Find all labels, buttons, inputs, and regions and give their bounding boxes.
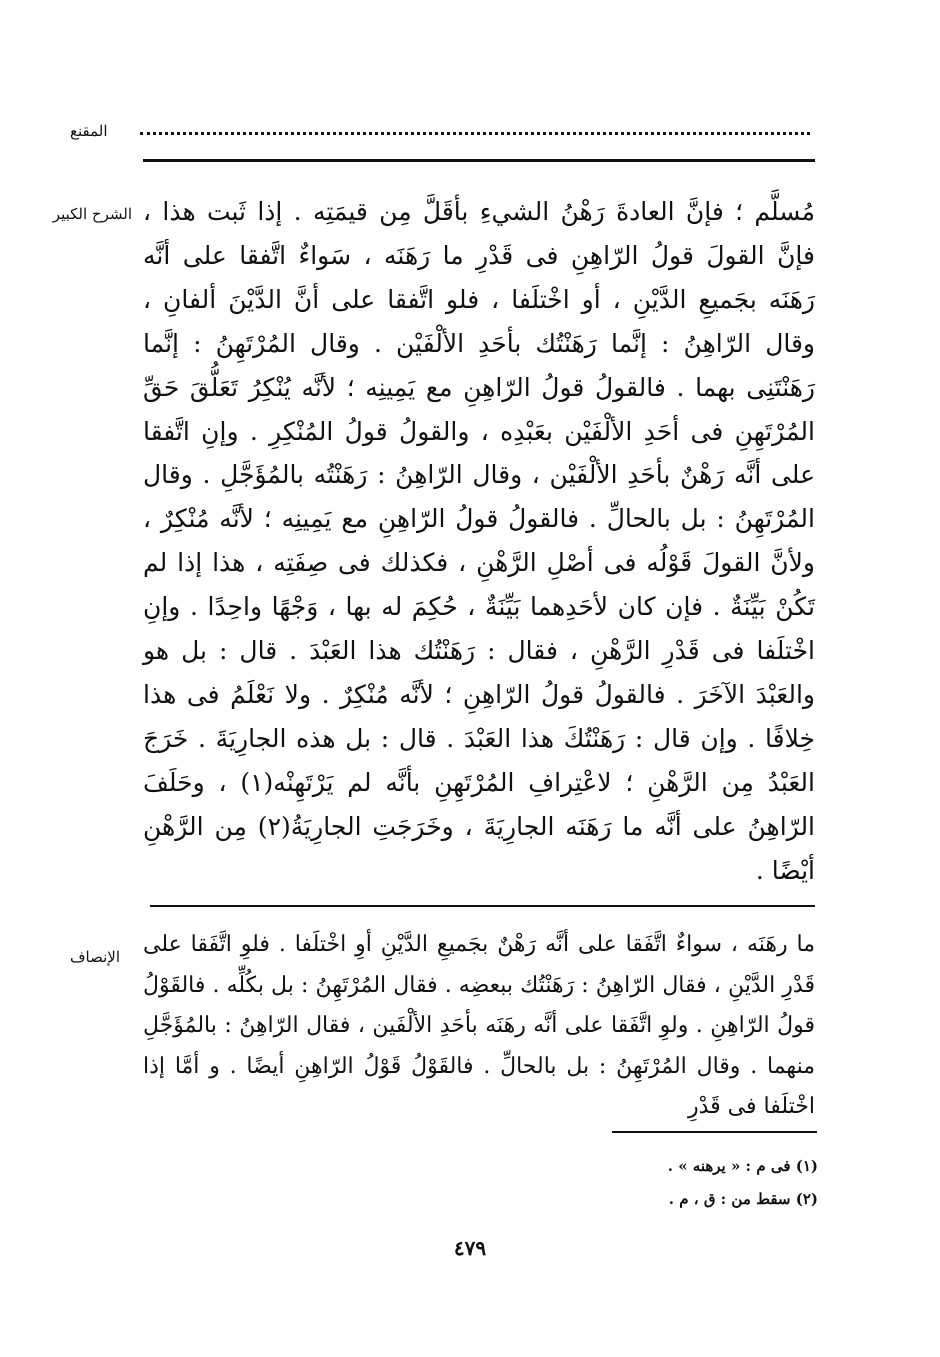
running-header-title: المقنع [70, 122, 108, 140]
footnote-2: (٢) سقط من : ق ، م . [668, 1190, 818, 1208]
header-rule [143, 159, 815, 162]
page-number: ٤٧٩ [453, 1236, 487, 1260]
footnote-rule [612, 1131, 817, 1133]
footnote-1: (١) فى م : « يرهنه » . [667, 1157, 818, 1175]
side-label-sharh: الشرح الكبير [52, 205, 132, 223]
insaf-text: ما رهَنَه ، سواءٌ اتَّفَقا على أنَّه رَهْنٌ بجَميعِ الدَّيْنِ أوِ اخْتلَفا . فلوِ اتَّفَقا على قَدْرِ الدَّيْنِ ، فقال الرّاهِنُ : رَهَنْتُك ببعضِه . فقال المُرْتَهِنُ : بل بكُلِّه . فالقَوْلُ قولُ الرّاهِنِ . ولوِ اتَّفَقا على أنَّه رهَنَه بأحَدِ الألْفَين ، فقال الرّاهِنُ : بالمُؤَجَّلِ منهما . وقال المُرْتَهِنُ : بل بالحالِّ . فالقَوْلُ قَوْلُ الرّاهِنِ أيضًا . و أمَّا إذا اخْتلَفا فى قَدْرِ [143, 932, 815, 1119]
main-commentary-text [143, 190, 815, 893]
main-paragraph: مُسلَّم ؛ فإنَّ العادةَ رَهْنُ الشيءِ بأقَلَّ مِن قيمَتِه . إذا ثَبت هذا ، فإنَّ القولَ قولُ الرّاهِنِ فى قَدْرِ ما رَهَنَه ، سَواءٌ اتَّفقا على أنَّه رَهَنَه بجَميعِ الدَّيْنِ ، أو اخْتلَفا ، فلو اتَّفقا على أنَّ الدَّيْنَ ألفانِ ، وقال الرّاهِنُ : إنَّما رَهَنْتُك بأحَدِ الألْفَيْن . وقال المُرْتَهِنُ : إنَّما رَهَنْتَنِى بهما . فالقولُ قولُ الرّاهِنِ مع يَمِينِه ؛ لأنَّه يُنْكِرُ تَعَلُّقَ حَقِّ المُرْتَهِنِ فى أحَدِ الألْفَيْن بعَبْدِه ، والقولُ قولُ المُنْكِرِ . وإنِ اتَّفقا على أنَّه رَهْنٌ بأحَدِ الألْفَيْن ، وقال الرّاهِنُ : رَهَنْتُه بالمُؤَجَّلِ . وقال المُرْتَهِنُ : بل بالحالِّ . فالقولُ قولُ الرّاهِنِ مع يَمِينِه ؛ لأنَّه مُنْكِرٌ ، ولأنَّ القولَ قَوْلُه فى أصْلِ الرَّهْنِ ، فكذلك فى صِفَتِه ، هذا إذا لم تَكُنْ بَيِّنَةٌ . فإن كان لأحَدِهما بَيِّنَةٌ ، حُكِمَ له بها ، وَجْهًا واحِدًا . وإنِ اخْتلَفا فى قَدْرِ الرَّهْنِ ، فقال : رَهَنْتُك هذا العَبْدَ . قال : بل هو والعَبْدَ الآخَرَ . فالقولُ قولُ الرّاهِنِ ؛ لأنَّه مُنْكِرٌ . ولا نَعْلَمُ فى هذا خِلافًا . وإن قال : رَهَنْتُكَ هذا العَبْدَ . قال : بل هذه الجارِيَةَ . خَرَجَ العَبْدُ مِن الرَّهْنِ ؛ لاعْتِرافِ المُرْتَهِنِ بأنَّه لم يَرْتَهِنْه(١) ، وحَلَفَ الرّاهِنُ على أنَّه ما رَهَنَه الجارِيَةَ ، وخَرَجَتِ الجارِيَةُ(٢) مِن الرَّهْنِ أيْضًا . [143, 197, 816, 885]
footnotes [500, 1150, 818, 1216]
section-divider [150, 905, 815, 907]
header-dotted-leader [140, 112, 810, 135]
side-label-insaf: الإنصاف [69, 948, 120, 966]
